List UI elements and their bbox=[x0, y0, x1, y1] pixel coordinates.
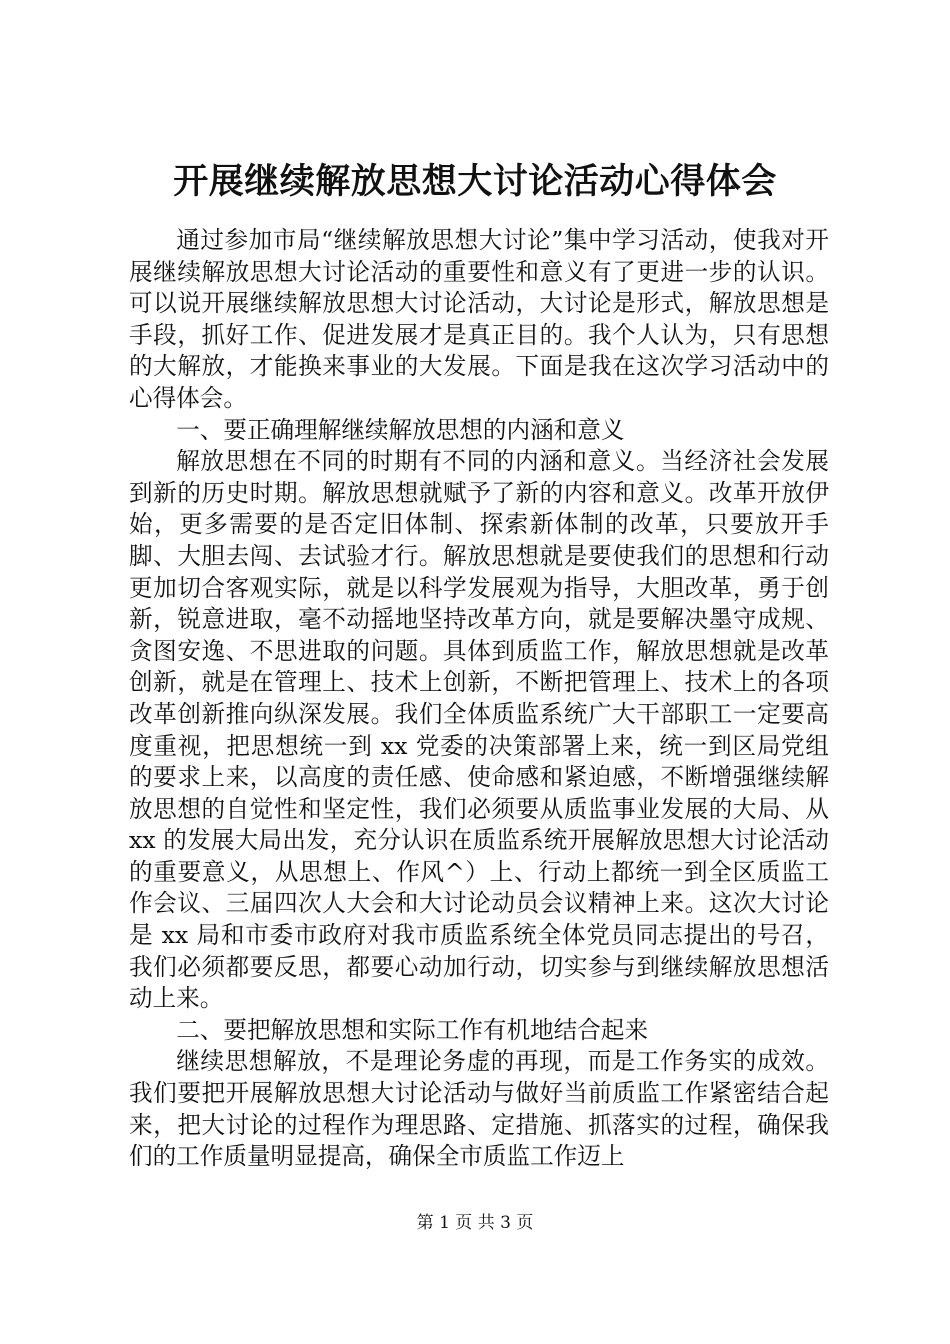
document-body bbox=[129, 225, 829, 1173]
document-title: 开展继续解放思想大讨论活动心得体会 bbox=[173, 162, 777, 202]
section-heading-1: 一、要正确理解继续解放思想的内涵和意义 bbox=[176, 415, 625, 444]
paragraph-section-2: 继续思想解放，不是理论务虚的再现，而是工作务实的成效。我们要把开展解放思想大讨论活动与做好当前质监工作紧密结合起来，把大讨论的过程作为理思路、定措施、抓落实的过程，确保我们的工作质量明显提高，确保全市质监工作迈上 bbox=[129, 1047, 829, 1171]
section-heading-2: 二、要把解放思想和实际工作有机地结合起来 bbox=[176, 1015, 649, 1044]
paragraph-section-1: 解放思想在不同的时期有不同的内涵和意义。当经济社会发展到新的历史时期。解放思想就赋予了新的内容和意义。改革开放伊始，更多需要的是否定旧体制、探索新体制的改革，只要放开手脚、大胆去闯、去试验才行。解放思想就是要使我们的思想和行动更加切合客观实际，就是以科学发展观为指导，大胆改革，勇于创新，锐意进取，毫不动摇地坚持改革方向，就是要解决墨守成规、贪图安逸、不思进取的问题。具体到质监工作，解放思想就是改革创新，就是在管理上、技术上创新，不断把管理上、技术上的各项改革创新推向纵深发展。我们全体质监系统广大干部职工一定要高度重视，把思想统一到 xx 党委的决策部署上来，统一到区局党组的要求上来，以高度的责任感、使命感和紧迫感，不断增强继续解放思想的自觉性和坚定性，我们必须要从质监事业发展的大局、从 xx 的发展大局出发，充分认识在质监系统开展解放思想大讨论活动的重要意义，从思想上、作风^）上、行动上都统一到全区质监工作会议、三届四次人大会和大讨论动员会议精神上来。这次大讨论是 xx 局和市委市政府对我市质监系统全体党员同志提出的号召，我们必须都要反思，都要心动加行动，切实参与到继续解放思想活动上来。 bbox=[129, 447, 829, 1013]
paragraph-intro: 通过参加市局“继续解放思想大讨论”集中学习活动，使我对开展继续解放思想大讨论活动的重要性和意义有了更进一步的认识。可以说开展继续解放思想大讨论活动，大讨论是形式，解放思想是手段，抓好工作、促进发展才是真正目的。我个人认为，只有思想的大解放，才能换来事业的大发展。下面是我在这次学习活动中的心得体会。 bbox=[129, 226, 829, 412]
page-footer: 第 1 页 共 3 页 bbox=[416, 1213, 534, 1233]
